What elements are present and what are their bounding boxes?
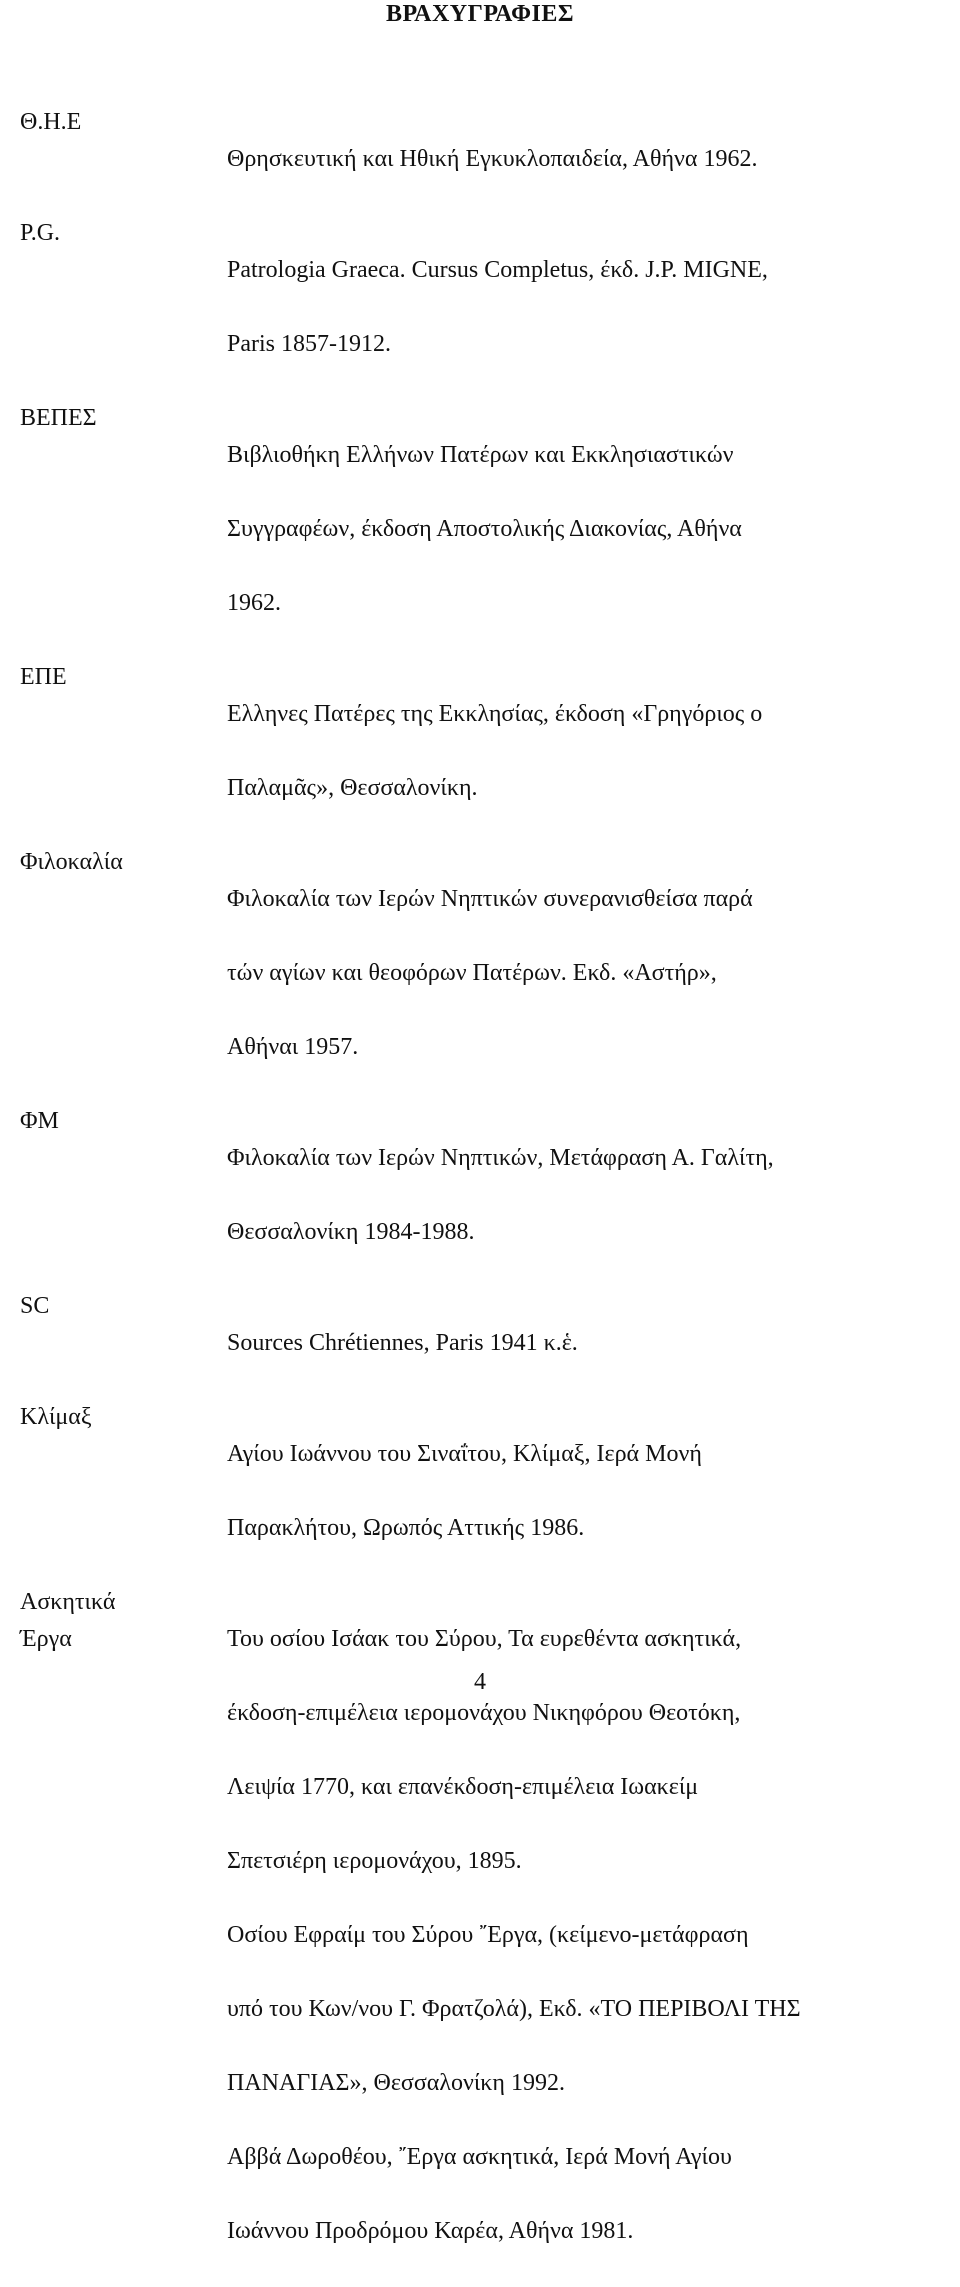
description [227, 659, 940, 844]
abbreviation: ΦΜ [20, 1108, 59, 1134]
description-line: Σπετσιέρη ιερομονάχου, 1895. [227, 1848, 522, 1874]
description-line: Συγγραφέων, έκδοση Αποστολικής Διακονίας, Αθήνα [227, 516, 742, 542]
description [227, 215, 940, 400]
page-number: 4 [474, 1669, 486, 1695]
description-line: τών αγίων και θεοφόρων Πατέρων. Εκδ. «Αστήρ», [227, 960, 717, 986]
description-line: Ιωάννου Προδρόμου Καρέα, Αθήνα 1981. [227, 2218, 634, 2244]
abbreviation: Ασκητικά Έργα [20, 1589, 116, 1652]
abbreviation: Φιλοκαλία [20, 849, 123, 875]
description [227, 1288, 940, 1399]
description [227, 104, 940, 215]
description-line: Παλαμᾶς», Θεσσαλονίκη. [227, 775, 478, 801]
abbreviation: SC [20, 1293, 50, 1319]
list-item [20, 1288, 940, 1399]
description-line: Sources Chrétiennes, Paris 1941 κ.ἑ. [227, 1330, 578, 1356]
abbreviation: Κλίμαξ [20, 1404, 92, 1430]
description-line: Λειψία 1770, και επανέκδοση-επιμέλεια Ιωακείμ [227, 1774, 699, 1800]
description-line: Οσίου Εφραίμ του Σύρου ῎Εργα, (κείμενο-μετάφραση [227, 1922, 749, 1948]
description [227, 844, 940, 1103]
description-line: ΠΑΝΑΓΙΑΣ», Θεσσαλονίκη 1992. [227, 2070, 565, 2096]
abbreviation: ΕΠΕ [20, 664, 67, 690]
description-line: Αθήναι 1957. [227, 1034, 359, 1060]
list-item [20, 844, 940, 1103]
description [227, 1399, 940, 1584]
description-line: Παρακλήτου, Ωρωπός Αττικής 1986. [227, 1515, 585, 1541]
description-line: έκδοση-επιμέλεια ιερομονάχου Νικηφόρου Θεοτόκη, [227, 1700, 741, 1726]
description [227, 1103, 940, 1288]
description-line: Του οσίου Ισάακ του Σύρου, Τα ευρεθέντα ασκητικά, [227, 1626, 742, 1652]
list-item [20, 104, 940, 215]
list-item [20, 400, 940, 659]
description [227, 400, 940, 659]
abbreviation: P.G. [20, 220, 61, 246]
description-line: Θρησκευτική και Ηθική Εγκυκλοπαιδεία, Αθήνα 1962. [227, 146, 758, 172]
description-line: Βιβλιοθήκη Ελλήνων Πατέρων και Εκκλησιαστικών [227, 442, 734, 468]
description-line: Patrologia Graeca. Cursus Completus, έκδ. J.P. MIGNE, [227, 257, 768, 283]
description-line: υπό του Κων/νου Γ. Φρατζολά), Εκδ. «ΤΟ ΠΕΡΙΒΟΛΙ ΤΗΣ [227, 1996, 801, 2022]
description-line: Paris 1857-1912. [227, 331, 391, 357]
list-item [20, 215, 940, 400]
description-line: Αγίου Ιωάννου του Σιναΐτου, Κλίμαξ, Ιερά Μονή [227, 1441, 702, 1467]
abbreviation: ΒΕΠΕΣ [20, 405, 97, 431]
list-item [20, 659, 940, 844]
description-line: Ελληνες Πατέρες της Εκκλησίας, έκδοση «Γρηγόριος ο [227, 701, 763, 727]
list-item [20, 1399, 940, 1584]
abbreviation: Θ.Η.Ε [20, 109, 82, 135]
description-line: Θεσσαλονίκη 1984-1988. [227, 1219, 475, 1245]
description-line: 1962. [227, 590, 281, 616]
description-line: Φιλοκαλία των Ιερών Νηπτικών, Μετάφραση Α. Γαλίτη, [227, 1145, 774, 1171]
description-line: Φιλοκαλία των Ιερών Νηπτικών συνερανισθείσα παρά [227, 886, 753, 912]
description-line: Αββά Δωροθέου, ῎Εργα ασκητικά, Ιερά Μονή Αγίου [227, 2144, 732, 2170]
abbreviations-list [20, 104, 940, 2287]
page-title: ΒΡΑΧΥΓΡΑΦΙΕΣ [385, 1, 575, 27]
list-item [20, 1103, 940, 1288]
